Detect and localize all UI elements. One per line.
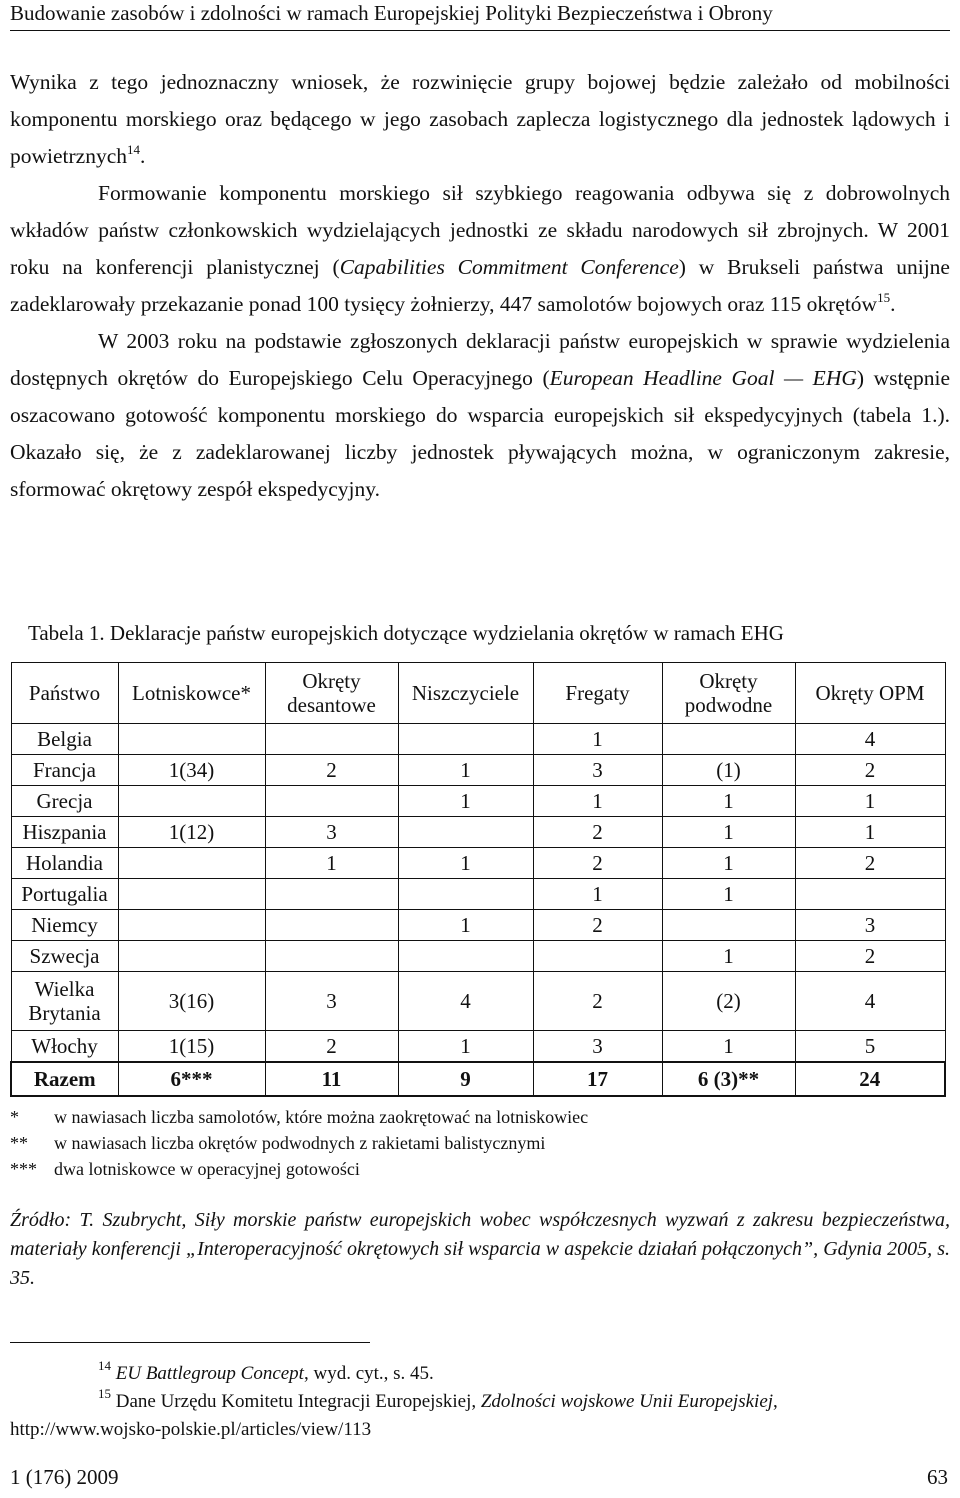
footnote-14: [10, 1360, 950, 1388]
table-row: [11, 848, 945, 879]
column-header: Lotniskowce*: [118, 663, 265, 724]
table-cell: 1(34): [118, 755, 265, 786]
total-cell: 6***: [118, 1062, 265, 1096]
table-cell: [795, 879, 945, 910]
table-cell: 2: [795, 755, 945, 786]
paragraph-3-text-a: W 2003 roku na podstawie zgłoszonych deklaracji państw europejskich w sprawie wydzielenia dostępnych okrętów do Europejskiego Celu Operacyjnego (: [10, 329, 950, 390]
table-header-row: [11, 663, 945, 724]
table-cell: [118, 941, 265, 972]
table-cell: [398, 724, 533, 755]
table-cell: (1): [662, 755, 795, 786]
issue-number: 1 (176) 2009: [10, 1465, 119, 1489]
table-cell: Wielka Brytania: [11, 972, 118, 1031]
table-cell: 1: [795, 786, 945, 817]
note-text: dwa lotniskowce w operacyjnej gotowości: [54, 1159, 360, 1179]
paragraph-3-text-b: ) wstępnie oszacowano gotowość komponentu morskiego do wsparcia europejskich sił ekspedycyjnych (tabela 1.). Okazało się, że z zadeklarowanej liczby jednostek pływających można, w ograniczonym zakresie, sformować okrętowy zespół ekspedycyjny.: [10, 366, 950, 501]
page-number: 63: [927, 1465, 948, 1489]
table-cell: 1: [662, 1031, 795, 1063]
column-header: Okręty OPM: [795, 663, 945, 724]
table-row: [11, 724, 945, 755]
footnote-14-title: EU Battlegroup Concept: [115, 1363, 304, 1384]
total-cell: 6 (3)**: [662, 1062, 795, 1096]
table-cell: 2: [533, 848, 662, 879]
column-header: Fregaty: [533, 663, 662, 724]
total-cell: 24: [795, 1062, 945, 1096]
total-cell: 17: [533, 1062, 662, 1096]
source-citation: Źródło: T. Szubrycht, Siły morskie państw europejskich wobec współczesnych wyzwań z zakresu bezpieczeństwa, materiały konferencji „Interoperacyjność okrętowych sił wsparcia w aspekcie działań połączonych”, Gdynia 2005, s. 35.: [10, 1209, 950, 1289]
table-cell: Szwecja: [11, 941, 118, 972]
table-row: [11, 786, 945, 817]
footnotes: [10, 1360, 950, 1444]
table-cell: 1: [533, 724, 662, 755]
table-cell: 1: [662, 848, 795, 879]
footnote-number: 15: [98, 1386, 111, 1401]
table-cell: Hiszpania: [11, 817, 118, 848]
table-cell: Niemcy: [11, 910, 118, 941]
table-row: [11, 817, 945, 848]
table-cell: 1: [662, 879, 795, 910]
table-cell: [398, 817, 533, 848]
note-text: w nawiasach liczba okrętów podwodnych z rakietami balistycznymi: [54, 1133, 546, 1153]
table-cell: 1: [398, 910, 533, 941]
table-cell: 4: [795, 972, 945, 1031]
footnote-15-text: Dane Urzędu Komitetu Integracji Europejskiej,: [115, 1391, 481, 1412]
page-footer: [10, 1464, 948, 1490]
paragraph-1-end: .: [140, 144, 146, 168]
table-cell: Belgia: [11, 724, 118, 755]
table-note: [10, 1130, 588, 1156]
table-cell: [118, 724, 265, 755]
table-row: [11, 879, 945, 910]
table-cell: 4: [795, 724, 945, 755]
table-cell: 2: [265, 755, 398, 786]
column-header: Państwo: [11, 663, 118, 724]
table-cell: [662, 724, 795, 755]
table-cell: 3: [533, 755, 662, 786]
table-cell: [118, 879, 265, 910]
table-cell: 3: [533, 1031, 662, 1063]
table-cell: [265, 941, 398, 972]
note-text: w nawiasach liczba samolotów, które można zaokrętować na lotniskowiec: [54, 1107, 589, 1127]
footnote-rule: [10, 1342, 370, 1343]
footnote-15-title: Zdolności wojskowe Unii Europejskiej: [480, 1391, 774, 1412]
table-cell: 2: [533, 972, 662, 1031]
table-cell: Holandia: [11, 848, 118, 879]
header-rule: [10, 30, 950, 31]
footnote-ref-15[interactable]: 15: [877, 290, 891, 305]
total-cell: 11: [265, 1062, 398, 1096]
table-cell: [118, 910, 265, 941]
table-cell: [533, 941, 662, 972]
table-cell: 1: [662, 786, 795, 817]
paragraph-2-italic: Capabilities Commitment Conference: [339, 255, 679, 279]
paragraph-1: [10, 64, 950, 175]
footnote-ref-14[interactable]: 14: [127, 142, 141, 157]
table-cell: [398, 941, 533, 972]
note-mark: ***: [10, 1159, 37, 1179]
note-mark: **: [10, 1133, 28, 1153]
table-cell: 1(12): [118, 817, 265, 848]
total-cell: Razem: [11, 1062, 118, 1096]
table-note: [10, 1104, 588, 1130]
table-row: [11, 755, 945, 786]
table-cell: [118, 848, 265, 879]
table-cell: 1: [533, 879, 662, 910]
table-cell: 2: [265, 1031, 398, 1063]
total-cell: 9: [398, 1062, 533, 1096]
table-cell: 4: [398, 972, 533, 1031]
declarations-table: [10, 662, 946, 1097]
body-text: [10, 64, 950, 508]
note-mark: *: [10, 1107, 19, 1127]
table-note: [10, 1156, 588, 1182]
paragraph-2: [10, 175, 950, 323]
footnote-15-comma: ,: [773, 1391, 778, 1412]
column-header: Niszczyciele: [398, 663, 533, 724]
footnote-number: 14: [98, 1358, 111, 1373]
table-cell: Grecja: [11, 786, 118, 817]
table-cell: 1: [533, 786, 662, 817]
footnote-15-link-line: [10, 1416, 950, 1444]
table-cell: 1: [398, 755, 533, 786]
table-cell: 1: [795, 817, 945, 848]
table-cell: [265, 786, 398, 817]
table-cell: 1: [398, 1031, 533, 1063]
footnote-15-url[interactable]: http://www.wojsko-polskie.pl/articles/view/113: [10, 1419, 372, 1440]
column-header: Okręty podwodne: [662, 663, 795, 724]
table-cell: 2: [533, 910, 662, 941]
paragraph-2-end: .: [890, 292, 896, 316]
table-cell: [265, 910, 398, 941]
table-cell: (2): [662, 972, 795, 1031]
table-total-row: [11, 1062, 945, 1096]
table-cell: 1: [662, 941, 795, 972]
table-cell: [662, 910, 795, 941]
paragraph-3: [10, 323, 950, 508]
table-cell: [265, 724, 398, 755]
table-cell: Portugalia: [11, 879, 118, 910]
table-cell: 2: [533, 817, 662, 848]
table-cell: 1: [265, 848, 398, 879]
column-header: Okręty desantowe: [265, 663, 398, 724]
table-cell: 1: [398, 786, 533, 817]
table-notes: [10, 1104, 588, 1182]
footnote-15: [10, 1388, 950, 1416]
table-cell: 1(15): [118, 1031, 265, 1063]
footnote-14-rest: , wyd. cyt., s. 45.: [303, 1363, 434, 1384]
table-cell: 3(16): [118, 972, 265, 1031]
table-cell: 5: [795, 1031, 945, 1063]
table-row: [11, 1031, 945, 1063]
table-cell: 1: [398, 848, 533, 879]
table-cell: 2: [795, 941, 945, 972]
table-cell: 3: [795, 910, 945, 941]
table-cell: [265, 879, 398, 910]
table-row: [11, 941, 945, 972]
paragraph-2-text-a: Formowanie komponentu morskiego sił szybkiego reagowania odbywa się z dobrowolnych wkładów państw członkowskich wydzielających jednostki ze składu narodowych sił zbrojnych. W 2001 roku na konferencji planistycznej (: [10, 181, 950, 279]
table-cell: 1: [662, 817, 795, 848]
paragraph-2-text-b: ) w Brukseli państwa unijne zadeklarowały przekazanie ponad 100 tysięcy żołnierzy, 447 samolotów bojowych oraz 115 okrętów: [10, 255, 950, 316]
table-caption: Tabela 1. Deklaracje państw europejskich dotyczące wydzielania okrętów w ramach EHG: [28, 621, 784, 645]
table-cell: Włochy: [11, 1031, 118, 1063]
table-row: [11, 910, 945, 941]
table-cell: Francja: [11, 755, 118, 786]
table-cell: 3: [265, 817, 398, 848]
table-cell: 3: [265, 972, 398, 1031]
table-cell: 2: [795, 848, 945, 879]
running-header: Budowanie zasobów i zdolności w ramach Europejskiej Polityki Bezpieczeństwa i Obrony: [10, 1, 773, 25]
paragraph-1-text: Wynika z tego jednoznaczny wniosek, że rozwinięcie grupy bojowej będzie zależało od mobilności komponentu morskiego oraz będącego w jego zasobach zaplecza logistycznego dla jednostek lądowych i powietrznych: [10, 70, 950, 168]
table-cell: [118, 786, 265, 817]
table-row: [11, 972, 945, 1031]
table-cell: [398, 879, 533, 910]
paragraph-3-italic: European Headline Goal — EHG: [549, 366, 857, 390]
